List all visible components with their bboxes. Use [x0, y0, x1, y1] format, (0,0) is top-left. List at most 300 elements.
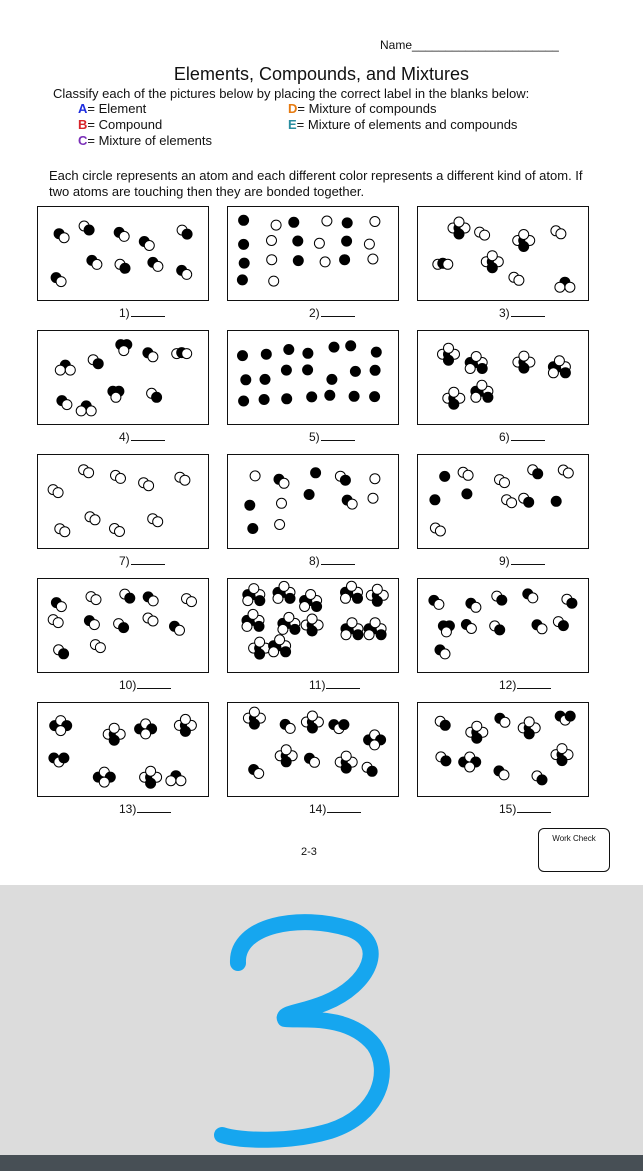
white-atom [565, 282, 575, 292]
white-atom [454, 217, 464, 227]
white-atom [435, 526, 445, 536]
atom-diagram [38, 207, 209, 301]
atom [329, 342, 339, 352]
molecule [166, 771, 186, 786]
atom [430, 495, 440, 505]
answer-line[interactable] [137, 678, 171, 689]
white-atom [144, 481, 154, 491]
atom [342, 236, 352, 246]
molecule [471, 380, 493, 402]
molecule [243, 707, 265, 729]
white-atom [471, 602, 481, 612]
key-a [78, 101, 212, 117]
atom [342, 218, 352, 228]
black-atom [239, 239, 249, 249]
molecule [558, 465, 573, 478]
answer-line[interactable] [511, 306, 545, 317]
black-atom [152, 392, 162, 402]
molecule [509, 272, 524, 285]
white-atom [364, 239, 374, 249]
white-atom [176, 776, 186, 786]
picture-box-4 [37, 330, 209, 425]
answer-blank-14[interactable] [309, 802, 361, 816]
molecule [85, 512, 100, 525]
white-atom [310, 757, 320, 767]
molecule [249, 637, 271, 659]
molecule [435, 645, 450, 659]
molecule [443, 387, 465, 409]
answer-blank-11[interactable] [309, 678, 360, 692]
atom [271, 220, 281, 230]
key-e [288, 117, 517, 133]
white-atom [370, 618, 380, 628]
white-atom [76, 406, 86, 416]
molecule [55, 360, 75, 375]
black-atom [245, 500, 255, 510]
molecule [461, 620, 476, 634]
atom [304, 490, 314, 500]
white-atom [563, 468, 573, 478]
answer-line[interactable] [131, 430, 165, 441]
handwritten-three [0, 885, 643, 1155]
black-atom [349, 391, 359, 401]
black-atom [281, 757, 291, 767]
black-atom [565, 711, 575, 721]
answer-blank-5[interactable] [309, 430, 355, 444]
molecule [177, 225, 192, 239]
molecule [172, 348, 192, 359]
answer-blank-8[interactable] [309, 554, 355, 568]
molecule [466, 721, 488, 743]
answer-number: 2) [309, 306, 320, 320]
white-atom [187, 597, 197, 607]
white-atom [554, 356, 564, 366]
answer-line[interactable] [321, 430, 355, 441]
black-atom [307, 626, 317, 636]
black-atom [350, 366, 360, 376]
black-atom [557, 756, 567, 766]
picture-box-13 [37, 702, 209, 797]
black-atom [290, 624, 300, 634]
answer-line[interactable] [517, 678, 551, 689]
molecule [182, 594, 197, 607]
black-atom [376, 630, 386, 640]
molecule [364, 730, 386, 750]
black-atom [311, 468, 321, 478]
black-atom [372, 596, 382, 606]
answer-blank-2[interactable] [309, 306, 355, 320]
molecule [116, 340, 132, 356]
molecule [438, 621, 454, 637]
white-atom [275, 635, 285, 645]
molecule [103, 723, 125, 745]
black-atom [312, 602, 322, 612]
black-atom [239, 258, 249, 268]
answer-blank-1[interactable] [119, 306, 165, 320]
answer-number: 3) [499, 306, 510, 320]
molecule [342, 495, 357, 509]
atom-diagram [38, 579, 209, 673]
atom-description: Each circle represents an atom and each different color represents a different kind of atom. If two atoms are touching then they are bonded together. [49, 168, 583, 199]
molecule [465, 352, 487, 374]
answer-line[interactable] [131, 306, 165, 317]
white-atom [153, 517, 163, 527]
white-atom [444, 343, 454, 353]
white-atom [364, 630, 374, 640]
black-atom [558, 621, 568, 631]
white-atom [271, 220, 281, 230]
black-atom [59, 753, 69, 763]
atom-diagram [38, 703, 209, 797]
answer-line[interactable] [327, 802, 361, 813]
molecule [341, 581, 363, 603]
black-atom [255, 596, 265, 606]
atom [327, 374, 337, 384]
white-atom [320, 257, 330, 267]
black-atom [340, 475, 350, 485]
answer-number: 5) [309, 430, 320, 444]
molecule [86, 592, 101, 605]
atom [284, 345, 294, 355]
white-atom [548, 368, 558, 378]
answer-blank-10[interactable] [119, 678, 171, 692]
white-atom [487, 251, 497, 261]
molecule [448, 217, 470, 239]
white-atom [269, 647, 279, 657]
answer-line[interactable] [511, 430, 545, 441]
white-atom [368, 254, 378, 264]
white-atom [341, 593, 351, 603]
molecule [148, 257, 163, 271]
key-letter: B [78, 117, 88, 132]
black-atom [303, 365, 313, 375]
molecule [175, 472, 190, 485]
picture-box-1 [37, 206, 209, 301]
molecule [481, 251, 503, 273]
atom [277, 498, 287, 508]
answer-blank-6[interactable] [499, 430, 545, 444]
molecule [458, 467, 473, 480]
white-atom [472, 721, 482, 731]
molecule [436, 752, 451, 766]
atom [239, 239, 249, 249]
atom [269, 276, 279, 286]
white-atom [556, 229, 566, 239]
key-text: = Mixture of elements and compounds [296, 117, 518, 132]
white-atom [500, 478, 510, 488]
answer-blank-3[interactable] [499, 306, 545, 320]
atom-diagram [228, 207, 399, 301]
molecule [147, 388, 162, 402]
molecule [148, 514, 163, 527]
key-letter: A [78, 101, 88, 116]
white-atom [507, 498, 517, 508]
white-atom [465, 364, 475, 374]
answer-blank-12[interactable] [499, 678, 551, 692]
atom [293, 236, 303, 246]
answer-line[interactable] [517, 802, 551, 813]
black-atom [93, 359, 103, 369]
black-atom [284, 345, 294, 355]
atom [239, 215, 249, 225]
molecule [329, 720, 349, 734]
molecule [143, 348, 158, 362]
atom [346, 341, 356, 351]
atom [322, 216, 332, 226]
molecule [301, 614, 323, 636]
atom [307, 392, 317, 402]
atom-diagram [228, 579, 399, 673]
black-atom [329, 342, 339, 352]
atom [245, 500, 255, 510]
white-atom [249, 707, 259, 717]
black-atom [477, 364, 487, 374]
black-atom [255, 649, 265, 659]
black-atom [524, 497, 534, 507]
molecule [513, 351, 535, 373]
atom [239, 258, 249, 268]
white-atom [90, 515, 100, 525]
molecule [335, 751, 357, 773]
white-atom [141, 729, 151, 739]
answer-blank-7[interactable] [119, 554, 165, 568]
black-atom [441, 756, 451, 766]
answer-line[interactable] [326, 678, 360, 689]
molecule [492, 591, 507, 605]
white-atom [314, 238, 324, 248]
molecule [93, 767, 115, 787]
white-atom [92, 259, 102, 269]
answer-number: 13) [119, 802, 137, 816]
molecule [275, 745, 297, 767]
black-atom [551, 496, 561, 506]
black-atom [519, 363, 529, 373]
atom [260, 374, 270, 384]
answer-line[interactable] [131, 554, 165, 565]
black-atom [182, 229, 192, 239]
white-atom [111, 392, 121, 402]
black-atom [487, 263, 497, 273]
molecule [548, 356, 570, 378]
atom [239, 396, 249, 406]
white-atom [341, 630, 351, 640]
atom [551, 496, 561, 506]
white-atom [182, 269, 192, 279]
key-left-column [78, 101, 212, 149]
atom-diagram [418, 703, 589, 797]
key-letter: D [288, 101, 298, 116]
white-atom [528, 593, 538, 603]
black-atom [303, 348, 313, 358]
white-atom [148, 596, 158, 606]
molecule [532, 771, 547, 785]
molecule [143, 592, 158, 606]
molecule [48, 485, 63, 498]
atom [364, 239, 374, 249]
white-atom [59, 233, 69, 243]
atom [241, 375, 251, 385]
black-atom [282, 394, 292, 404]
molecule [49, 753, 69, 767]
white-atom [56, 602, 66, 612]
picture-box-11 [227, 578, 399, 673]
molecule [139, 237, 154, 251]
black-atom [449, 399, 459, 409]
atom [325, 390, 335, 400]
white-atom [250, 471, 260, 481]
answer-number: 14) [309, 802, 327, 816]
white-atom [347, 581, 357, 591]
black-atom [472, 733, 482, 743]
molecule [111, 470, 126, 483]
atom [440, 471, 450, 481]
white-atom [322, 216, 332, 226]
picture-box-14 [227, 702, 399, 797]
answer-line[interactable] [511, 554, 545, 565]
white-atom [463, 470, 473, 480]
molecule [502, 495, 517, 508]
black-atom [248, 524, 258, 534]
atom [261, 349, 271, 359]
atom-diagram [228, 331, 399, 425]
picture-box-12 [417, 578, 589, 673]
white-atom [471, 392, 481, 402]
molecule [174, 714, 196, 736]
molecule [269, 635, 291, 657]
work-check-box: Work Check [538, 828, 610, 872]
answer-line[interactable] [321, 554, 355, 565]
black-atom [353, 630, 363, 640]
molecule [114, 619, 129, 633]
black-atom [293, 256, 303, 266]
molecule [528, 465, 543, 479]
key-text: = Compound [87, 117, 163, 132]
black-atom [371, 347, 381, 357]
black-atom [304, 490, 314, 500]
atom-diagram [418, 455, 589, 549]
white-atom [55, 365, 65, 375]
white-atom [499, 770, 509, 780]
picture-box-5 [227, 330, 399, 425]
white-atom [441, 627, 451, 637]
molecule [76, 401, 96, 416]
molecule [280, 719, 295, 733]
molecule [433, 258, 453, 269]
molecule [495, 475, 510, 488]
white-atom [60, 527, 70, 537]
answer-blank-4[interactable] [119, 430, 165, 444]
molecule [341, 618, 363, 640]
atom [293, 256, 303, 266]
molecule [490, 621, 505, 635]
answer-number: 10) [119, 678, 137, 692]
atom [275, 520, 285, 530]
atom [267, 255, 277, 265]
molecule [301, 711, 323, 733]
black-atom [497, 595, 507, 605]
atom [237, 275, 247, 285]
white-atom [116, 473, 126, 483]
white-atom [514, 275, 524, 285]
answer-number: 12) [499, 678, 517, 692]
white-atom [480, 230, 490, 240]
white-atom [519, 351, 529, 361]
answer-line[interactable] [321, 306, 355, 317]
molecule [88, 355, 103, 369]
white-atom [465, 762, 475, 772]
white-atom [368, 493, 378, 503]
molecule [135, 719, 157, 739]
answer-blank-13[interactable] [119, 802, 171, 816]
black-atom [238, 351, 248, 361]
molecule [51, 273, 66, 287]
white-atom [519, 230, 529, 240]
white-atom [175, 625, 185, 635]
white-atom [62, 400, 72, 410]
answer-line[interactable] [137, 802, 171, 813]
atom [281, 365, 291, 375]
black-atom [239, 396, 249, 406]
picture-box-6 [417, 330, 589, 425]
key-right-column [288, 101, 517, 133]
black-atom [440, 471, 450, 481]
answer-blank-15[interactable] [499, 802, 551, 816]
molecule [555, 711, 575, 725]
atom [303, 365, 313, 375]
picture-box-10 [37, 578, 209, 673]
black-atom [342, 236, 352, 246]
black-atom [342, 218, 352, 228]
white-atom [273, 593, 283, 603]
molecule [55, 524, 70, 537]
atom-diagram [228, 703, 399, 797]
black-atom [125, 593, 135, 603]
molecule [519, 493, 534, 507]
white-atom [53, 488, 63, 498]
answer-blank-9[interactable] [499, 554, 545, 568]
answer-number: 8) [309, 554, 320, 568]
molecule [364, 618, 386, 640]
black-atom [444, 355, 454, 365]
white-atom [65, 365, 75, 375]
molecule [115, 259, 130, 273]
molecule [362, 762, 377, 776]
molecule [108, 386, 124, 402]
atom [371, 347, 381, 357]
molecule [143, 613, 158, 626]
white-atom [249, 584, 259, 594]
key-d [288, 101, 517, 117]
molecule [551, 226, 566, 239]
molecule [305, 753, 320, 767]
atom [303, 348, 313, 358]
black-atom [237, 275, 247, 285]
molecule [120, 589, 135, 603]
white-atom [255, 637, 265, 647]
white-atom [53, 618, 63, 628]
atom [370, 392, 380, 402]
molecule [366, 584, 388, 606]
black-atom [340, 255, 350, 265]
molecule [278, 612, 300, 634]
molecule [430, 523, 445, 536]
black-atom [120, 263, 130, 273]
white-atom [153, 261, 163, 271]
black-atom [495, 625, 505, 635]
answer-number: 15) [499, 802, 517, 816]
molecule [51, 598, 66, 612]
atom-diagram [418, 331, 589, 425]
